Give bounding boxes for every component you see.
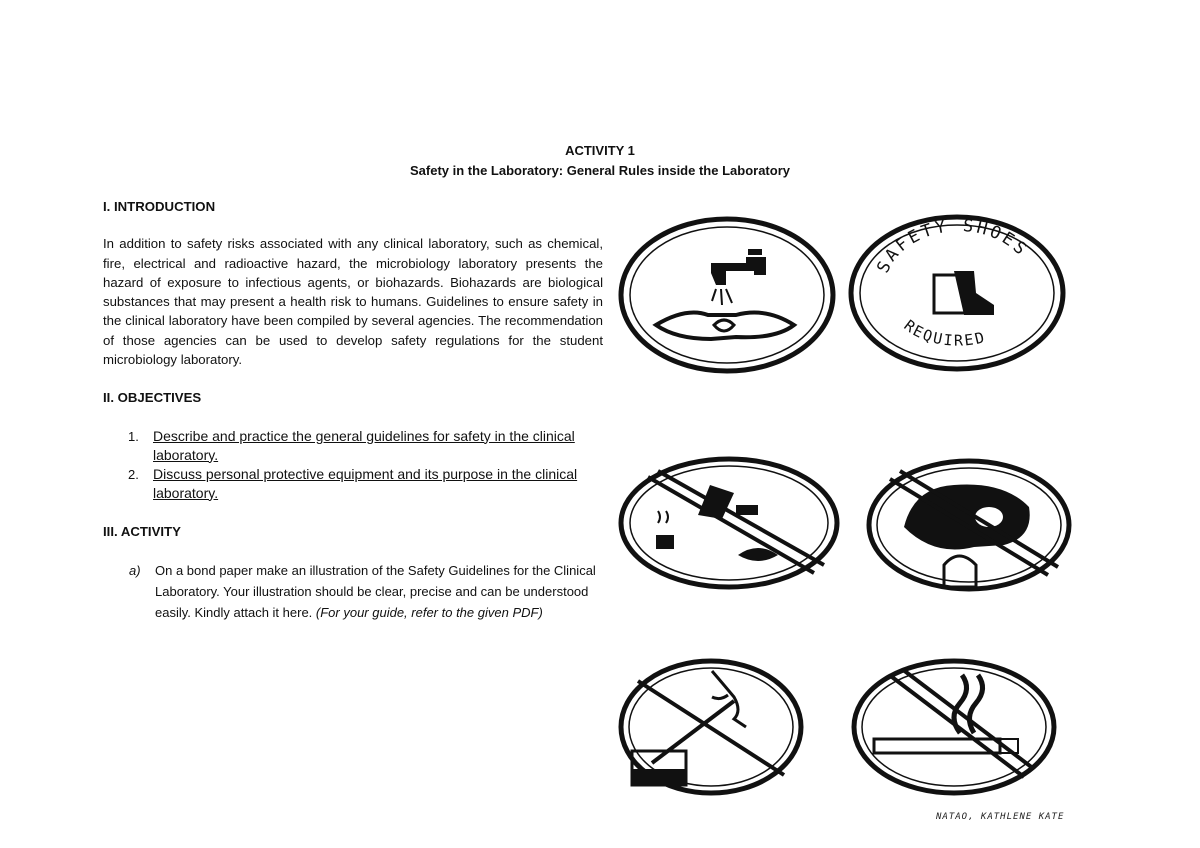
- introduction-body: In addition to safety risks associated with any clinical laboratory, such as chemical, fire, electrical and radioactive hazard, the microbiology laboratory presents the hazard of exposure to infectious agents, or biohazards. Biohazards are biological substances that may present a health risk to humans. Guidelines to ensure safety in the clinical laboratory have been compiled by several agencies. The recommendation of those agencies can be used to develop safety regulations for the student microbiology laboratory.: [103, 236, 603, 368]
- objective-text: Describe and practice the general guidelines for safety in the clinical laboratory.: [153, 427, 575, 463]
- no-smoking-sign-icon: [848, 657, 1060, 797]
- objective-item: [103, 465, 603, 503]
- activity-item-text: On a bond paper make an illustration of the Safety Guidelines for the Clinical Laboratory. Your illustration should be clear, precise and can be understood easily. Kindly attach it here.: [155, 562, 596, 620]
- objective-number: 2.: [128, 466, 139, 482]
- introduction-heading: I. INTRODUCTION: [103, 199, 216, 214]
- activity-item-letter: a): [129, 562, 141, 578]
- no-eating-drinking-sign-icon: [618, 455, 840, 595]
- svg-text:REQUIRED: [901, 316, 988, 349]
- activity-item-guide: (For your guide, refer to the given PDF): [315, 604, 543, 620]
- objective-item: [103, 427, 603, 465]
- activity-heading: III. ACTIVITY: [103, 523, 181, 539]
- safety-shoes-top-text: SAFETY SHOES: [873, 215, 1033, 277]
- objective-number: 1.: [128, 428, 139, 444]
- author-signature: NATAO, KATHLENE KATE: [936, 812, 1065, 822]
- hand-washing-sign-icon: [616, 215, 838, 375]
- activity-title: ACTIVITY 1: [565, 143, 635, 158]
- activity-item: [103, 560, 603, 623]
- safety-shoes-bottom-text: REQUIRED: [900, 316, 988, 350]
- main-text-column: [103, 197, 603, 623]
- no-touching-face-sign-icon: [864, 457, 1074, 597]
- document-title-block: [0, 141, 1200, 181]
- objective-text: Discuss personal protective equipment and its purpose in the clinical laboratory.: [153, 465, 578, 501]
- no-mouth-pipetting-sign-icon: [616, 657, 806, 797]
- activity-subtitle: Safety in the Laboratory: General Rules inside the Laboratory: [410, 163, 790, 178]
- safety-shoes-sign-icon: [846, 213, 1068, 373]
- objectives-heading: II. OBJECTIVES: [103, 390, 202, 406]
- objectives-list: [103, 427, 603, 503]
- safety-illustrations: [616, 205, 1086, 848]
